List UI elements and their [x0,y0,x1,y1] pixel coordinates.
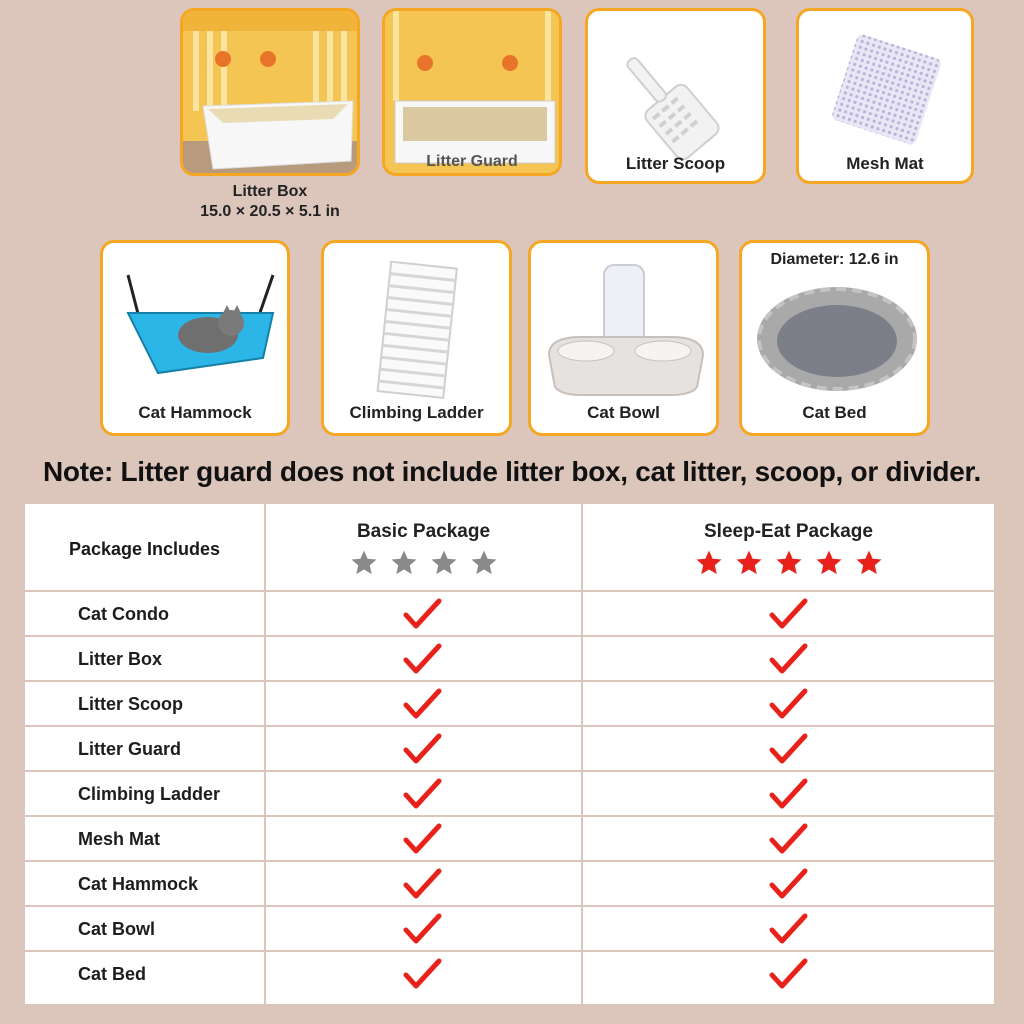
table-row [25,637,994,682]
cat-bowl-label: Cat Bowl [587,403,660,422]
star-icon [774,548,804,578]
row-label: Climbing Ladder [78,784,221,804]
checkmark-icon [402,823,442,855]
mesh-mat-icon [799,25,974,155]
checkmark-icon [402,598,442,630]
cat-bowl-icon [531,257,719,407]
mesh-mat-card [796,8,974,184]
litter-box-label: Litter Box [232,183,308,200]
basic-package-title: Basic Package [356,521,491,542]
checkmark-icon [402,643,442,675]
note-text: Note: Litter guard does not include litter box, cat litter, scoop, or divider. [42,456,982,487]
litter-guard-card [382,8,562,176]
row-label: Cat Bowl [78,919,156,939]
package-comparison-table [25,504,994,1004]
checkmark-icon [768,958,808,990]
checkmark-icon [768,643,808,675]
table-row [25,727,994,772]
cat-bowl-card [528,240,719,436]
basic-package-rating [266,548,581,583]
sleep-eat-package-rating [583,548,994,583]
litter-box-caption [170,182,370,222]
row-label: Litter Scoop [78,694,184,714]
climbing-ladder-label: Climbing Ladder [349,403,484,422]
row-label: Litter Guard [78,739,182,759]
row-label: Cat Condo [78,604,169,624]
climbing-ladder-card [321,240,512,436]
sleep-eat-package-title: Sleep-Eat Package [704,521,873,542]
climbing-ladder-icon [324,257,512,407]
litter-scoop-card [585,8,766,184]
checkmark-icon [768,778,808,810]
checkmark-icon [768,688,808,720]
package-includes-header: Package Includes [68,539,221,559]
star-icon [814,548,844,578]
row-label: Litter Box [78,649,163,669]
checkmark-icon [768,598,808,630]
litter-scoop-label: Litter Scoop [625,154,726,173]
checkmark-icon [402,868,442,900]
star-icon [429,548,459,578]
table-row [25,952,994,997]
table-row [25,862,994,907]
table-row [25,817,994,862]
table-header [25,504,994,592]
star-icon [734,548,764,578]
cat-hammock-label: Cat Hammock [138,403,252,422]
checkmark-icon [768,823,808,855]
checkmark-icon [402,688,442,720]
sleep-eat-package-column [583,504,994,592]
cat-bed-diameter: Diameter: 12.6 in [770,251,899,268]
table-row [25,682,994,727]
cat-bed-card [739,240,930,436]
litter-scoop-icon [588,41,766,171]
star-icon [469,548,499,578]
cat-hammock-icon [103,253,290,403]
row-label: Cat Hammock [78,874,199,894]
checkmark-icon [768,913,808,945]
cat-hammock-card [100,240,290,436]
cat-bed-icon [742,277,930,397]
table-row [25,907,994,952]
checkmark-icon [402,958,442,990]
basic-package-column [266,504,581,592]
checkmark-icon [402,733,442,765]
litter-guard-label: Litter Guard [426,153,518,170]
litter-box-dimensions: 15.0 × 20.5 × 5.1 in [200,203,340,220]
table-row [25,592,994,637]
checkmark-icon [768,868,808,900]
star-icon [389,548,419,578]
star-icon [854,548,884,578]
litter-box-image [180,8,360,176]
cat-bed-label: Cat Bed [802,403,867,422]
checkmark-icon [402,913,442,945]
checkmark-icon [768,733,808,765]
star-icon [694,548,724,578]
row-label: Cat Bed [78,964,147,984]
checkmark-icon [402,778,442,810]
row-label: Mesh Mat [78,829,161,849]
star-icon [349,548,379,578]
table-row [25,772,994,817]
mesh-mat-label: Mesh Mat [846,154,924,173]
